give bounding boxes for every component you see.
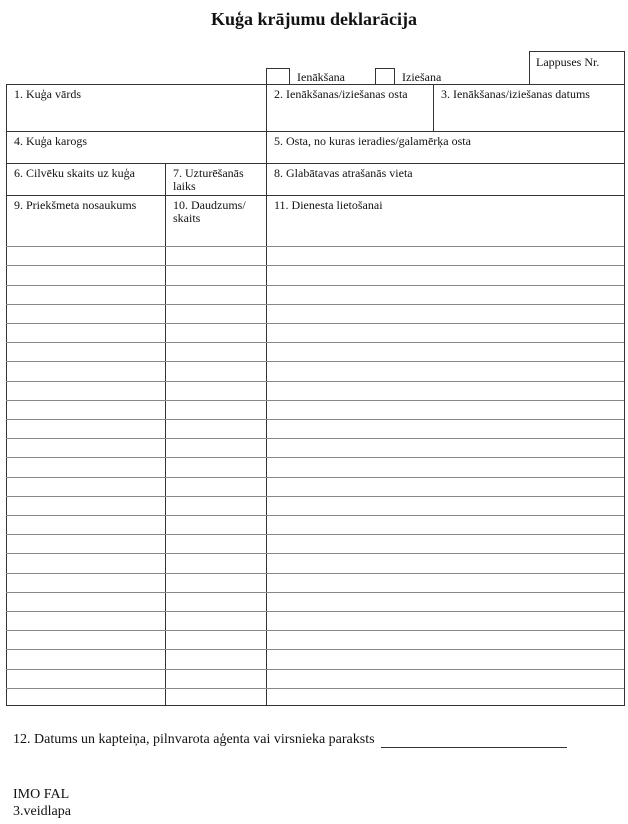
table-row-line	[6, 342, 624, 343]
form-title: Kuģa krājumu deklarācija	[210, 9, 417, 29]
footer-form-number: 3.veidlapa	[13, 804, 71, 819]
stay-label: 7. Uzturēšanās laiks	[173, 166, 244, 193]
table-row-line	[6, 630, 624, 631]
table-row-line	[6, 669, 624, 670]
field-port[interactable]	[266, 84, 433, 131]
table-row-line	[6, 649, 624, 650]
footer-form-code: IMO FAL	[13, 787, 70, 802]
field-date[interactable]	[433, 84, 625, 131]
storage-label: 8. Glabātavas atrašanās vieta	[274, 166, 413, 180]
official-use-label: 11. Dienesta lietošanai	[274, 198, 383, 212]
column-divider	[266, 227, 267, 706]
column-divider	[6, 227, 7, 706]
table-row-line	[6, 573, 624, 574]
signature-line[interactable]	[13, 732, 567, 748]
page-number-label: Lappuses Nr.	[536, 55, 600, 69]
signature-field[interactable]	[381, 733, 567, 748]
table-row-line	[6, 553, 624, 554]
table-row-line	[6, 265, 624, 266]
flag-label: 4. Kuģa karogs	[14, 134, 87, 148]
table-row-line	[6, 381, 624, 382]
table-row-line	[6, 515, 624, 516]
page-number-box[interactable]	[529, 51, 625, 85]
table-row-line	[6, 611, 624, 612]
table-row-line	[6, 323, 624, 324]
field-port-from-to[interactable]	[266, 131, 625, 163]
table-row-line	[6, 534, 624, 535]
table-row-line	[6, 496, 624, 497]
table-row-line	[6, 688, 624, 689]
field-ship-name[interactable]	[6, 84, 266, 131]
table-row-line	[6, 304, 624, 305]
table-row-line	[6, 477, 624, 478]
table-row-line	[6, 457, 624, 458]
table-row-line	[6, 438, 624, 439]
field-persons[interactable]	[6, 163, 165, 195]
quantity-label: 10. Daudzums/ skaits	[173, 198, 246, 225]
field-storage[interactable]	[266, 163, 625, 195]
table-row-line	[6, 592, 624, 593]
departure-label: Iziešana	[402, 70, 442, 84]
arrival-label: Ienākšana	[297, 70, 345, 84]
ship-name-label: 1. Kuģa vārds	[14, 87, 81, 101]
table-row-line	[6, 246, 624, 247]
arrival-checkbox[interactable]	[266, 68, 290, 85]
departure-checkbox[interactable]	[375, 68, 395, 85]
persons-label: 6. Cilvēku skaits uz kuģa	[14, 166, 135, 180]
signature-label: 12. Datums un kapteiņa, pilnvarota aģenta vai virsnieka paraksts	[13, 732, 375, 747]
field-flag[interactable]	[6, 131, 266, 163]
date-label: 3. Ienākšanas/iziešanas datums	[441, 87, 590, 101]
item-name-label: 9. Priekšmeta nosaukums	[14, 198, 137, 212]
table-row-line	[6, 285, 624, 286]
column-header-item	[6, 195, 165, 227]
column-divider	[165, 227, 166, 706]
declaration-form-table	[6, 84, 625, 706]
port-from-to-label: 5. Osta, no kuras ieradies/galamērķa osta	[274, 134, 471, 148]
table-row-line	[6, 419, 624, 420]
port-label: 2. Ienākšanas/iziešanas osta	[274, 87, 408, 101]
column-header-official	[266, 195, 625, 227]
column-header-quantity	[165, 195, 266, 227]
field-stay[interactable]	[165, 163, 266, 195]
table-row-line	[6, 361, 624, 362]
table-row-line	[6, 400, 624, 401]
